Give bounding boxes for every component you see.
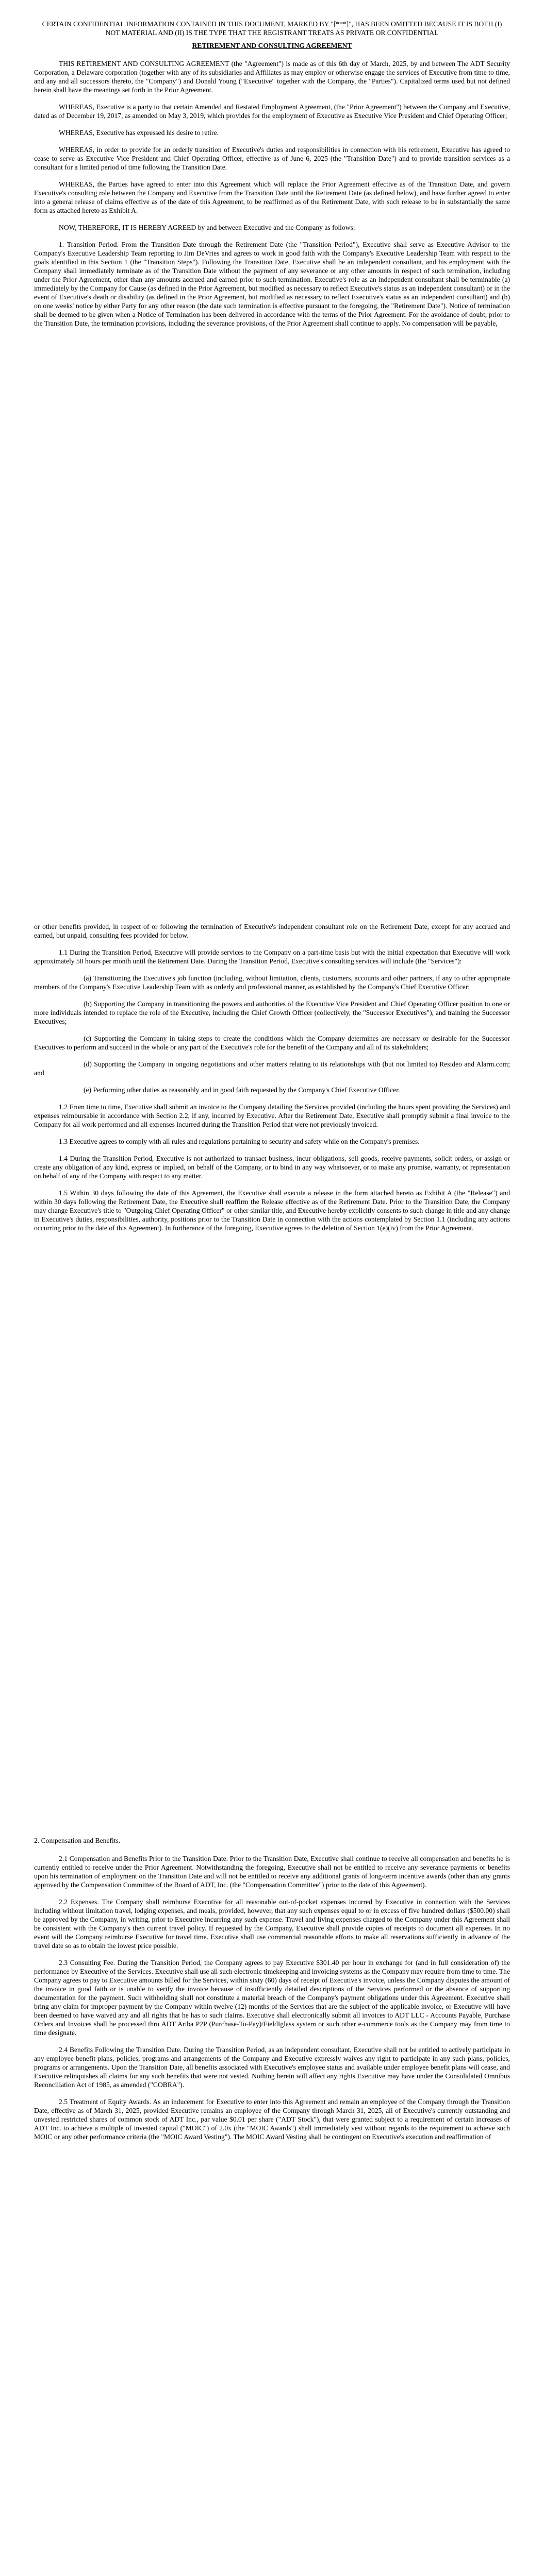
clause-c: (c) Supporting the Company in taking steps to create the conditions which the Company determines are necessary or desirable for the Successor Executives to perform and succeed in the whole or any part of the Executive's role for the benefit of the Company and all of its stakeholders; [34,1035,510,1051]
clause-b: (b) Supporting the Company in transitioning the powers and authorities of the Executive Vice President and Chief Operating Officer position to one or more individuals intended to replace the role of the Executive, including the Chief Growth Officer (collectively, the "Successor Executives"), and training the Successor Executives; [34,1000,510,1025]
section-2-5: 2.5 Treatment of Equity Awards. As an inducement for Executive to enter into this Agreement and remain an employee of the Company through the Transition Date, effective as of March 31, 2025, provided Executive remains an employee of the Company through March 31, 2025, all of Executive's currently outstanding and unvested restricted shares of common stock of ADT Inc., par value $0.01 per share ("ADT Stock"), that were granted subject to a requirement of certain increases of ADT Inc. to achieve a multiple of invested capital ("MOIC") of 2.0x (the "MOIC Awards") shall immediately vest without regards to the requirement to achieve such MOIC or any other performance criteria (the "MOIC Award Vesting"). The MOIC Award Vesting shall be contingent on Executive's execution and reaffirmation of [34,2098,510,2141]
section-1-3: 1.3 Executive agrees to comply with all rules and regulations pertaining to security and safety while on the Company's premises. [59,1138,420,1145]
section-1-continuation: or other benefits provided, in respect of or following the termination of Executive's independent consultant role on the Retirement Date, except for any accrued and earned, but unpaid, consulting fees provided for below. [34,923,510,939]
section-2-heading: 2. Compensation and Benefits. [34,1837,121,1844]
section-1-5: 1.5 Within 30 days following the date of this Agreement, the Executive shall execute a release in the form attached hereto as Exhibit A (the "Release") and within 30 days following the Retirement Date, the Executive shall reaffirm the Release effective as of the Retirement Date. Prior to the Transition Date, the Company may change Executive's title to "Outgoing Chief Operating Officer" or other similar title, and Executive hereby explicitly consents to such change in title and any change in Executive's duties, responsibilities, authority, positions prior to the Transition Date in connection with the actions contemplated by Section 1.1 (including any actions occurring prior to the date of this Agreement). In furtherance of the foregoing, Executive agrees to the deletion of Section 1(e)(iv) from the Prior Agreement. [34,1189,510,1232]
page-3 [0,1824,544,2576]
section-1-transition-period: 1. Transition Period. From the Transition Date through the Retirement Date (the "Transition Period"), Executive shall serve as Executive Advisor to the Company's Executive Leadership Team reporting to Jim DeVries and agrees to work in good faith with the Company's Executive Leadership Team with respect to the goals identified in this Section 1 (the "Transition Steps"). Following the Transition Date, Executive shall be an independent consultant, and his employment with the Company shall immediately terminate as of the Transition Date without the payment of any severance or any other amounts in respect of such termination, including under the Prior Agreement, other than any amounts accrued and earned prior to such termination. Executive's role as an independent consultant shall be terminable (a) immediately by the Company for Cause (as defined in the Prior Agreement, but modified as necessary to reflect Executive's status as an independent consultant) or in the event of Executive's death or disability (as defined in the Prior Agreement, but modified as necessary to reflect Executive's status as an independent consultant) and (b) on one weeks' notice by either Party for any other reason (the date such termination is effective pursuant to the foregoing, the "Retirement Date"). Notice of termination shall be deemed to be given when a Notice of Termination has been delivered in accordance with the terms of the Prior Agreement. For the avoidance of doubt, prior to the Transition Date, the termination provisions, including the severance provisions, of the Prior Agreement shall continue to apply. No compensation will be payable, [34,241,510,327]
section-2-3: 2.3 Consulting Fee. During the Transition Period, the Company agrees to pay Executive $301.40 per hour in exchange for (and in full consideration of) the performance by Executive of the Services. Executive shall use all such electronic timekeeping and invoicing systems as the Company may require from time to time. The Company agrees to pay to Executive amounts billed for the Services, within sixty (60) days of receipt of Executive's invoice, unless the Company disputes the amount of the invoice in good faith or is unable to verify the invoice because of insufficiently detailed descriptions of the Services performed or the absence of supporting documentation for the payment. Such withholding shall not constitute a material breach of the Company's payment obligations under this Agreement. Executive shall bring any claim for improper payment by the Company within twelve (12) months of the Services that are the subject of the applicable invoice, or Executive will have been deemed to have waived any and all rights that he has to such claims. Executive shall electronically submit all invoices to ADT LLC - Accounts Payable, Purchase Orders and Invoices shall be processed thru ADT Ariba P2P (Purchase-To-Pay)/FieldIglass system or such other e-commerce tools as the Company may from time to time designate. [34,1959,510,2037]
whereas-retire: WHEREAS, Executive has expressed his desire to retire. [59,129,219,137]
whereas-prior-agreement: WHEREAS, Executive is a party to that certain Amended and Restated Employment Agreement, (the "Prior Agreement") between the Company and Executive, dated as of December 19, 2017, as amended on May 3, 2019, which provides for the employment of Executive as Executive Vice President and Chief Operating Officer; [34,103,510,120]
page-2 [0,922,544,1798]
document-title: RETIREMENT AND CONSULTING AGREEMENT [192,42,352,49]
section-2-1: 2.1 Compensation and Benefits Prior to the Transition Date. Prior to the Transition Date, Executive shall continue to receive all compensation and benefits he is currently entitled to receive under the Prior Agreement. Notwithstanding the foregoing, Executive shall not be entitled to receive any severance payments or benefits upon his termination of employment on the Transition Date and will not be entitled to receive any additional grants of long-term incentive awards (other than any grants approved by the Compensation Committee of the Board of ADT, Inc. (the "Compensation Committee") prior to the date of this Agreement). [34,1855,510,1889]
whereas-replace: WHEREAS, the Parties have agreed to enter into this Agreement which will replace the Prior Agreement effective as of the Transition Date, and govern Executive's consulting role between the Company and Executive from the Transition Date until the Retirement Date (as defined below), and have further agreed to enter into a general release of claims effective as of the date of this Agreement, to be reaffirmed as of the Retirement Date, with such release to be in substantially the same form as attached hereto as Exhibit A. [34,180,510,214]
intro-paragraph: THIS RETIREMENT AND CONSULTING AGREEMENT (the "Agreement") is made as of this 6th day of March, 2025, by and between The ADT Security Corporation, a Delaware corporation (together with any of its subsidiaries and Affiliates as may employ or otherwise engage the services of Executive from time to time, and any and all successors thereto, the "Company") and Donald Young ("Executive" together with the Company, the "Parties"). Capitalized terms used but not defined herein shall have the meanings set forth in the Prior Agreement. [34,60,510,94]
section-2-2: 2.2 Expenses. The Company shall reimburse Executive for all reasonable out-of-pocket expenses incurred by Executive in connection with the Services including without limitation travel, lodging expenses, and meals, provided, however, that any such expenses equal to or in excess of five hundred dollars ($500.00) shall be approved by the Company, in writing, prior to Executive incurring any such expense. Travel and living expenses charged to the Company under this Agreement shall be consistent with the Company's then current travel policy. If requested by the Company, Executive shall provide copies of receipts to document all expenses. In no event will the Company reimburse Executive for travel time. Executive shall use commercial reasonable efforts to make all reservations sufficiently in advance of the travel date so as to obtain the lowest price possible. [34,1898,510,1950]
section-1-1: 1.1 During the Transition Period, Executive will provide services to the Company on a part-time basis but with the initial expectation that Executive will work approximately 50 hours per month until the Retirement Date. During the Transition Period, Executive's consulting services will include (the "Services"): [34,948,510,965]
section-1-4: 1.4 During the Transition Period, Executive is not authorized to transact business, incur obligations, sell goods, receive payments, solicit orders, or assign or create any obligation of any kind, express or implied, on behalf of the Company, or to bind in any way whatsoever, or to make any promise, warranty, or representation on behalf of any of the Company with respect to any matter. [34,1155,510,1180]
confidentiality-notice: CERTAIN CONFIDENTIAL INFORMATION CONTAINED IN THIS DOCUMENT, MARKED BY "[***]", HAS BEEN OMITTED BECAUSE IT IS BOTH (I) NOT MATERIAL AND (II) IS THE TYPE THAT THE REGISTRANT TREATS AS PRIVATE OR CONFIDENTIAL [42,20,502,37]
now-therefore: NOW, THEREFORE, IT IS HEREBY AGREED by and between Executive and the Company as follows: [59,224,355,231]
page-1 [0,20,544,895]
whereas-transition: WHEREAS, in order to provide for an orderly transition of Executive's duties and responsibilities in connection with his retirement, Executive has agreed to cease to serve as Executive Vice President and Chief Operating Officer, effective as of June 6, 2025 (the "Transition Date") and to provide transition services as a consultant for a limited period of time following the Transition Date. [34,146,510,171]
section-2-4: 2.4 Benefits Following the Transition Date. During the Transition Period, as an independent consultant, Executive shall not be entitled to actively participate in any employee benefit plans, policies, programs and arrangements of the Company and Executive expressly waives any right to participate in any such plans, policies, programs or arrangements. Upon the Transition Date, all benefits associated with Executive's employee status and available under employee benefit plans will cease, and Executive relinquishes all claims for any such benefits that were not vested. Nothing herein will affect any rights Executive may have under the Consolidated Omnibus Reconciliation Act of 1985, as amended ("COBRA"). [34,2046,510,2089]
section-1-2: 1.2 From time to time, Executive shall submit an invoice to the Company detailing the Services provided (including the hours spent providing the Services) and expenses reimbursable in accordance with Section 2.2, if any, incurred by Executive. After the Retirement Date, Executive shall promptly submit a final invoice to the Company for all work performed and all expenses incurred during the Transition Period that were not previously invoiced. [34,1103,510,1128]
clause-d: (d) Supporting the Company in ongoing negotiations and other matters relating to its relationships with (but not limited to) Resideo and Alarm.com; and [34,1060,510,1077]
clause-a: (a) Transitioning the Executive's job function (including, without limitation, clients, customers, accounts and other partners, if any to other appropriate members of the Company's Executive Leadership Team with as orderly and professional manner, as established by the Company's Chief Executive Officer; [34,974,510,991]
clause-e: (e) Performing other duties as reasonably and in good faith requested by the Company's Chief Executive Officer. [84,1086,400,1094]
